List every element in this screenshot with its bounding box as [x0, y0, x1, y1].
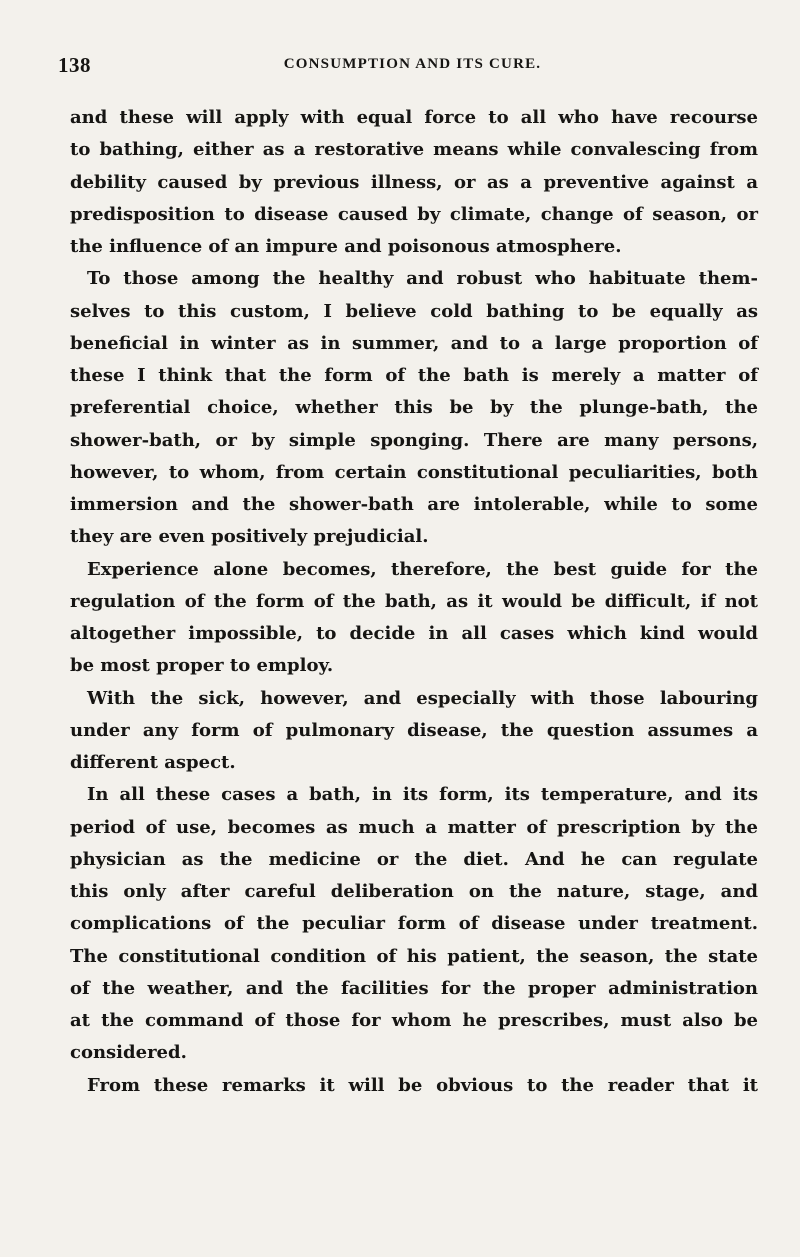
- running-head: [58, 53, 763, 79]
- text-line: under any form of pulmonary disease, the question assumes a: [70, 719, 758, 741]
- text-line: however, to whom, from certain constitutional peculiarities, both: [70, 461, 758, 483]
- text-line: preferential choice, whether this be by the plunge-bath, the: [70, 397, 758, 419]
- text-line: Experience alone becomes, therefore, the best guide for the: [87, 558, 758, 580]
- text-line: to bathing, either as a restorative means while convalescing from: [70, 139, 758, 161]
- text-line: altogether impossible, to decide in all cases which kind would: [70, 623, 758, 644]
- text-line: the influence of an impure and poisonous atmosphere.: [70, 236, 622, 257]
- text-line: physician as the medicine or the diet. And he can regulate: [70, 848, 758, 870]
- text-line: they are even positively prejudicial.: [70, 526, 429, 548]
- body-text: [70, 102, 758, 1102]
- text-line: The constitutional condition of his patient, the season, the state: [70, 945, 758, 967]
- text-line: From these remarks it will be obvious to the reader that it: [87, 1074, 758, 1096]
- text-line: shower-bath, or by simple sponging. There are many persons,: [70, 429, 758, 451]
- text-line: and these will apply with equal force to all who have recourse: [70, 107, 758, 128]
- text-line: complications of the peculiar form of disease under treatment.: [70, 913, 758, 935]
- text-line: To those among the healthy and robust who habituate them-: [87, 268, 758, 290]
- text-line: these I think that the form of the bath is merely a matter of: [70, 365, 758, 386]
- page-number: 138: [58, 53, 91, 77]
- text-line: different aspect.: [70, 752, 236, 773]
- text-line: With the sick, however, and especially with those labouring: [87, 687, 758, 709]
- text-line: regulation of the form of the bath, as it would be difficult, if not: [70, 590, 758, 612]
- text-line: immersion and the shower-bath are intolerable, while to some: [70, 494, 758, 515]
- text-line: predisposition to disease caused by climate, change of season, or: [70, 203, 758, 225]
- text-line: debility caused by previous illness, or as a preventive against a: [70, 171, 758, 193]
- text-line: In all these cases a bath, in its form, its temperature, and its: [87, 784, 758, 806]
- text-line: this only after careful deliberation on the nature, stage, and: [70, 881, 758, 902]
- text-line: at the command of those for whom he prescribes, must also be: [70, 1010, 758, 1031]
- text-line: beneficial in winter as in summer, and to a large proportion of: [70, 332, 758, 354]
- text-line: period of use, becomes as much a matter of prescription by the: [70, 816, 758, 838]
- text-line: of the weather, and the facilities for the proper administration: [70, 977, 758, 999]
- text-line: considered.: [70, 1042, 187, 1064]
- running-title: CONSUMPTION AND ITS CURE.: [283, 56, 542, 72]
- text-line: be most proper to employ.: [70, 655, 334, 677]
- text-line: selves to this custom, I believe cold bathing to be equally as: [70, 300, 758, 322]
